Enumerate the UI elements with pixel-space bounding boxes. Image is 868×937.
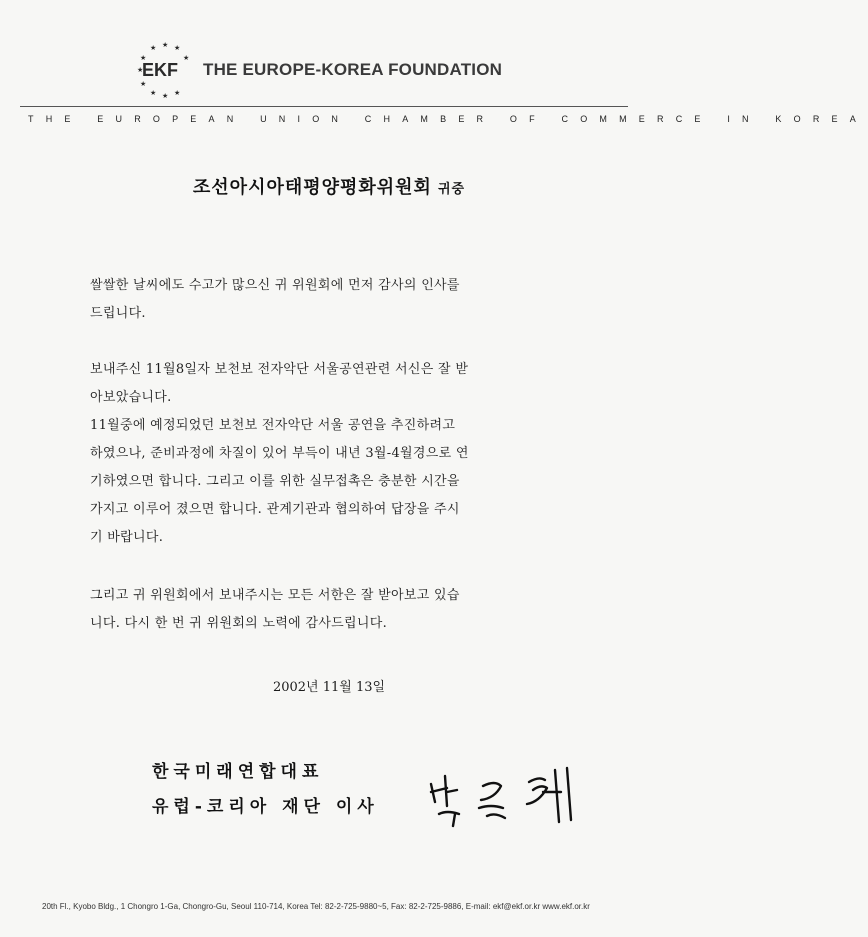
text-line: 니다. 다시 한 번 귀 위원회의 노력에 감사드립니다.: [90, 616, 388, 631]
recipient-honorific: 귀중: [437, 182, 466, 197]
text-line: 하였으나, 준비과정에 차질이 있어 부득이 내년 3월-4월경으로 연: [90, 446, 469, 461]
recipient-name: 조선아시아태평양평화위원회: [192, 177, 432, 198]
svg-text:★: ★: [162, 92, 169, 100]
svg-text:★: ★: [183, 54, 190, 62]
svg-text:★: ★: [174, 44, 181, 52]
svg-text:★: ★: [174, 89, 181, 97]
svg-text:★: ★: [150, 89, 157, 97]
text-line: 드립니다.: [90, 306, 146, 321]
text-line: 그리고 귀 위원회에서 보내주시는 모든 서한은 잘 받아보고 있습: [90, 588, 460, 603]
text-line: 11월중에 예정되었던 보천보 전자악단 서울 공연을 추진하려고: [90, 418, 456, 433]
letter-date: 2002년 11월 13일: [272, 680, 386, 695]
text-line: 기하였으면 합니다. 그리고 이를 위한 실무접촉은 충분한 시간을: [90, 474, 460, 489]
recipient-line: [0, 173, 658, 199]
organization-name: THE EUROPE-KOREA FOUNDATION: [203, 60, 503, 79]
chamber-subtitle: THE EUROPEAN UNION CHAMBER OF COMMERCE IN KOREA: [28, 114, 868, 124]
text-line: 아보았습니다.: [90, 390, 172, 405]
signatory-position: 유럽-코리아 재단 이사: [152, 797, 379, 817]
svg-text:★: ★: [162, 41, 169, 49]
svg-text:★: ★: [140, 80, 147, 88]
signatory-title: 한국미래연합대표: [152, 762, 324, 782]
handwritten-signature: [425, 762, 585, 832]
text-line: 기 바랍니다.: [90, 530, 164, 545]
paragraph-greeting: [90, 272, 590, 328]
text-line: 쌀쌀한 날씨에도 수고가 많으신 귀 위원회에 먼저 감사의 인사를: [90, 278, 460, 293]
logo-text: EKF: [142, 60, 178, 80]
svg-text:★: ★: [137, 66, 144, 74]
svg-text:★: ★: [150, 44, 157, 52]
header-divider: [20, 106, 628, 107]
paragraph-main: [90, 356, 590, 552]
text-line: 보내주신 11월8일자 보천보 전자악단 서울공연관련 서신은 잘 받: [90, 362, 469, 377]
paragraph-closing: [90, 582, 590, 638]
svg-text:★: ★: [140, 54, 147, 62]
text-line: 가지고 이루어 졌으면 합니다. 관계기관과 협의하여 답장을 주시: [90, 502, 460, 517]
footer-contact: 20th Fl., Kyobo Bldg., 1 Chongro 1-Ga, Chongro-Gu, Seoul 110-714, Korea Tel: 82-2-725-9880~5, Fax: 82-2-725-9886, E-mail: ekf@ekf.or.kr www.ekf.or.kr: [42, 902, 590, 911]
